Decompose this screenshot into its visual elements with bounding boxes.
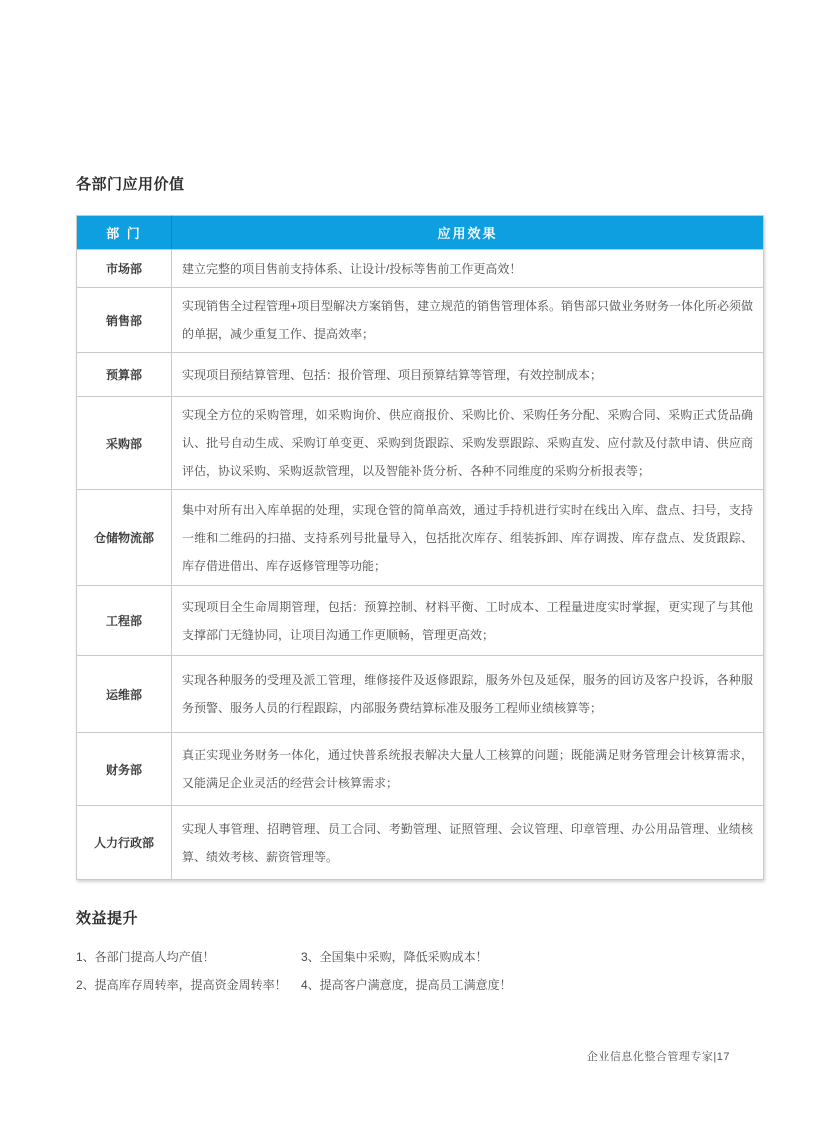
page-footer: 企业信息化整合管理专家|17 <box>586 1051 730 1063</box>
benefit-item-2: 2、提高库存周转率，提高资金周转率！ <box>76 978 287 992</box>
table-row <box>77 288 764 353</box>
dept-name: 采购部 <box>77 397 172 490</box>
dept-effect: 建立完整的项目售前支持体系、让设计/投标等售前工作更高效！ <box>172 250 764 288</box>
table-row <box>77 806 764 880</box>
dept-name: 仓储物流部 <box>77 490 172 586</box>
benefit-item-1: 1、各部门提高人均产值！ <box>76 950 215 964</box>
dept-name: 工程部 <box>77 586 172 656</box>
dept-effect: 实现人事管理、招聘管理、员工合同、考勤管理、证照管理、会议管理、印章管理、办公用品管理、业绩核算、绩效考核、薪资管理等。 <box>172 806 764 880</box>
table-header-row <box>77 216 764 250</box>
section-title-benefits: 效益提升 <box>76 910 139 927</box>
benefit-item-4: 4、提高客户满意度，提高员工满意度！ <box>301 978 512 992</box>
department-value-table <box>76 215 764 880</box>
dept-name: 销售部 <box>77 288 172 353</box>
dept-name: 预算部 <box>77 353 172 397</box>
dept-name: 市场部 <box>77 250 172 288</box>
table-row <box>77 250 764 288</box>
column-header-department: 部 门 <box>77 216 172 250</box>
dept-name: 运维部 <box>77 656 172 733</box>
table-row <box>77 490 764 586</box>
table-row <box>77 353 764 397</box>
dept-effect: 集中对所有出入库单据的处理，实现仓管的简单高效，通过手持机进行实时在线出入库、盘点、扫号，支持一维和二维码的扫描、支持系列号批量导入，包括批次库存、组装拆卸、库存调拨、库存盘点、发货跟踪、库存借进借出、库存返修管理等功能； <box>172 490 764 586</box>
dept-effect: 实现全方位的采购管理，如采购询价、供应商报价、采购比价、采购任务分配、采购合同、采购正式货品确认、批号自动生成、采购订单变更、采购到货跟踪、采购发票跟踪、采购直发、应付款及付款申请、供应商评估，协议采购、采购返款管理，以及智能补货分析、各种不同维度的采购分析报表等； <box>172 397 764 490</box>
column-header-effect: 应用效果 <box>172 216 764 250</box>
dept-effect: 实现项目全生命周期管理，包括：预算控制、材料平衡、工时成本、工程量进度实时掌握，更实现了与其他支撑部门无缝协同，让项目沟通工作更顺畅，管理更高效； <box>172 586 764 656</box>
table-row <box>77 586 764 656</box>
dept-effect: 实现项目预结算管理、包括：报价管理、项目预算结算等管理，有效控制成本； <box>172 353 764 397</box>
dept-name: 财务部 <box>77 733 172 806</box>
benefit-item-3: 3、全国集中采购，降低采购成本！ <box>301 950 488 964</box>
table-header <box>77 216 764 250</box>
table-row <box>77 397 764 490</box>
section-title-department-value: 各部门应用价值 <box>76 176 185 193</box>
dept-effect: 实现各种服务的受理及派工管理，维修接件及返修跟踪，服务外包及延保，服务的回访及客户投诉，各种服务预警、服务人员的行程跟踪，内部服务费结算标准及服务工程师业绩核算等； <box>172 656 764 733</box>
dept-effect: 实现销售全过程管理+项目型解决方案销售，建立规范的销售管理体系。销售部只做业务财务一体化所必须做的单据，减少重复工作、提高效率； <box>172 288 764 353</box>
dept-name: 人力行政部 <box>77 806 172 880</box>
benefits-list <box>76 943 764 999</box>
table-row <box>77 733 764 806</box>
table-row <box>77 656 764 733</box>
dept-effect: 真正实现业务财务一体化，通过快普系统报表解决大量人工核算的问题；既能满足财务管理会计核算需求，又能满足企业灵活的经营会计核算需求； <box>172 733 764 806</box>
